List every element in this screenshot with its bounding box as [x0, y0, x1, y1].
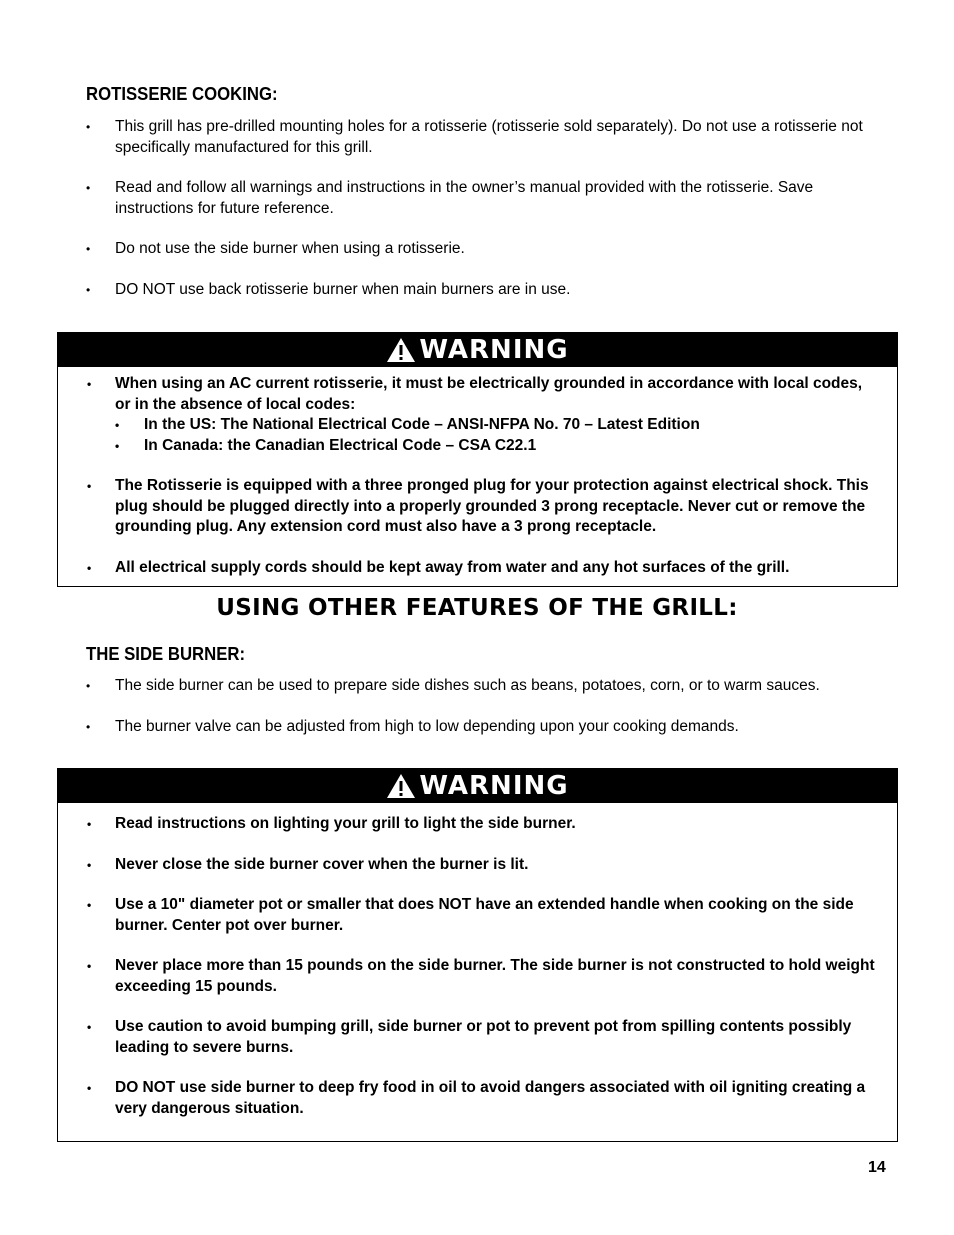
warning-box-side-burner [57, 768, 898, 1142]
list-item [87, 374, 875, 456]
warning-title: WARNING [419, 334, 569, 365]
warning-triangle-icon [386, 337, 416, 363]
sub-list-item: • In the US: The National Electrical Code – ANSI-NFPA No. 70 – Latest Edition [115, 415, 875, 436]
list-item: • Use a 10" diameter pot or smaller that does NOT have an extended handle when cooking on the side burner. Center pot over burner. [87, 895, 875, 936]
list-item: • Never close the side burner cover when the burner is lit. [87, 855, 875, 876]
warning-box-rotisserie [57, 332, 898, 587]
list-item: • The Rotisserie is equipped with a three pronged plug for your protection against electrical shock. This plug should be plugged directly into a properly grounded 3 prong receptacle. Never cut or remove the grounding plug. Any extension cord must also have a 3 prong receptacle. [87, 476, 875, 538]
rotisserie-heading: ROTISSERIE COOKING: [86, 84, 278, 104]
list-item: • Read and follow all warnings and instructions in the owner’s manual provided with the rotisserie. Save instructions for future reference. [86, 178, 886, 219]
list-item: • Do not use the side burner when using a rotisserie. [86, 239, 886, 260]
list-item: • Read instructions on lighting your grill to light the side burner. [87, 814, 875, 835]
features-title: USING OTHER FEATURES OF THE GRILL: [216, 595, 738, 621]
sub-list-item: • In Canada: the Canadian Electrical Code – CSA C22.1 [115, 436, 875, 457]
list-item: • Use caution to avoid bumping grill, side burner or pot to prevent pot from spilling contents possibly leading to severe burns. [87, 1017, 875, 1058]
side-burner-heading: THE SIDE BURNER: [86, 644, 246, 664]
page-number: 14 [868, 1159, 886, 1176]
list-item: • All electrical supply cords should be kept away from water and any hot surfaces of the grill. [87, 558, 875, 579]
warning-title: WARNING [419, 770, 569, 801]
warning-list [58, 374, 897, 578]
warning-banner [58, 769, 897, 803]
rotisserie-list [86, 117, 886, 300]
warning-triangle-icon [386, 773, 416, 799]
list-item: • The burner valve can be adjusted from high to low depending upon your cooking demands. [86, 717, 886, 738]
side-burner-list [86, 676, 886, 737]
warning-item-text: When using an AC current rotisserie, it must be electrically grounded in accordance with local codes, or in the absence of local codes: [115, 375, 863, 413]
list-item: • DO NOT use side burner to deep fry food in oil to avoid dangers associated with oil igniting creating a very dangerous situation. [87, 1078, 875, 1119]
list-item: • The side burner can be used to prepare side dishes such as beans, potatoes, corn, or to warm sauces. [86, 676, 886, 697]
list-item: • Never place more than 15 pounds on the side burner. The side burner is not constructed to hold weight exceeding 15 pounds. [87, 956, 875, 997]
list-item: • DO NOT use back rotisserie burner when main burners are in use. [86, 280, 886, 301]
warning-list [58, 814, 897, 1119]
sub-list [115, 415, 875, 456]
list-item: • This grill has pre-drilled mounting holes for a rotisserie (rotisserie sold separately). Do not use a rotisserie not specifically manufactured for this grill. [86, 117, 886, 158]
warning-banner [58, 333, 897, 367]
